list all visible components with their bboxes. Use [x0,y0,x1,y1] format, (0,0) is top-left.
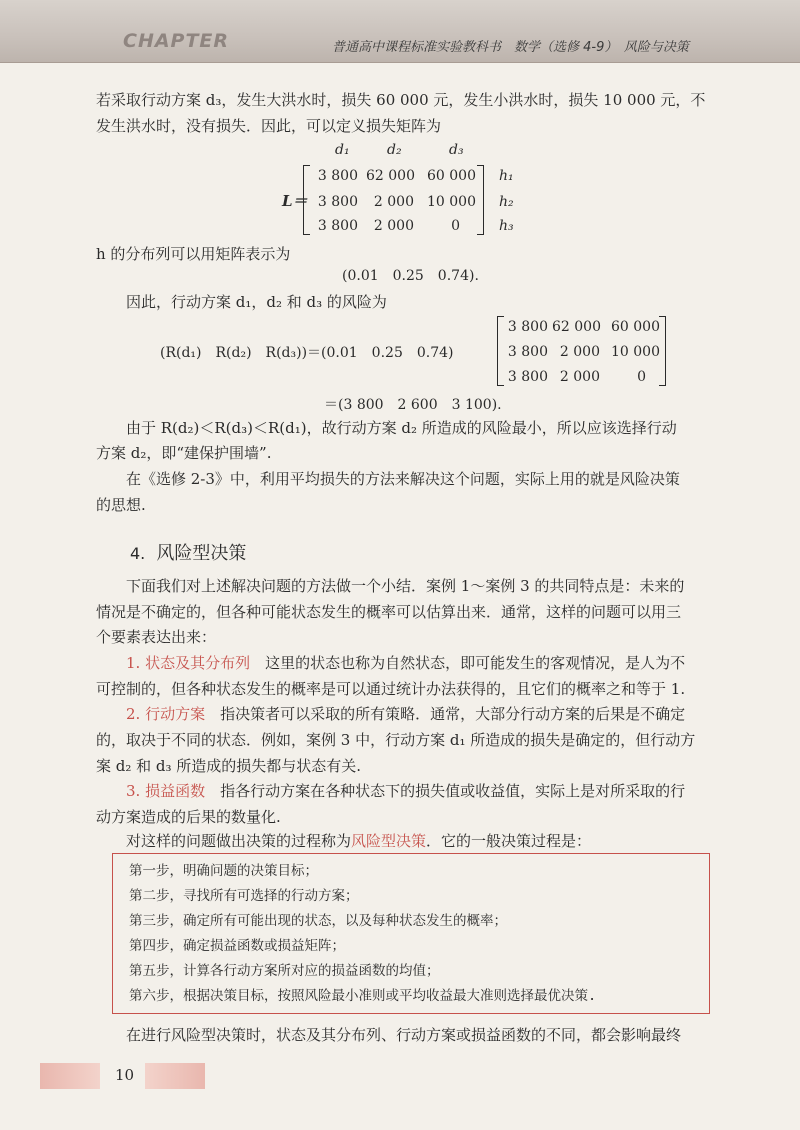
matrix-cell: 3 800 [507,369,548,385]
summary-line-1: 下面我们对上述解决问题的方法做一个小结．案例 1～案例 3 的共同特点是：未来的 [126,577,685,595]
element-action-line-2: 的，取决于不同的状态．例如，案例 3 中，行动方案 d₁ 所造成的损失是确定的，但行动方 [96,731,696,749]
matrix-cell: 2 000 [559,344,600,360]
footer-bar-right [145,1063,205,1089]
matrix-cell: 2 000 [559,369,600,385]
matrix-cell: 3 800 [507,319,548,335]
matrix-name: L＝ [282,192,308,210]
decision-intro: 对这样的问题做出决策的过程称为风险型决策．它的一般决策过程是： [126,832,592,850]
element-state-line-2: 可控制的，但各种状态发生的概率是可以通过统计办法获得的，且它们的概率之和等于 1. [96,680,686,698]
matrix-cell: 3 800 [317,194,358,210]
elective-note-line-1: 在《选修 2-3》中，利用平均损失的方法来解决这个问题，实际上用的就是风险决策 [126,470,680,488]
step-item: 第五步，计算各行动方案所对应的损益函数的均值； [129,963,440,979]
matrix-cell: 10 000 [611,344,660,360]
row-label: h₃ [499,218,514,234]
summary-line-3: 个要素表达出来： [96,628,217,646]
matrix-cell: 3 800 [317,218,358,234]
matrix-cell: 60 000 [611,319,660,335]
element-text: 指决策者可以采取的所有策略．通常，大部分行动方案的后果是不确定 [205,705,686,723]
section-title: 风险型决策 [156,543,247,564]
step-item: 第三步，确定所有可能出现的状态，以及每种状态发生的概率； [129,913,507,929]
matrix-cell: 2 000 [373,218,414,234]
matrix-bracket-right [659,316,666,386]
matrix-cell: 60 000 [427,168,476,184]
element-term: 2. 行动方案 [126,705,206,723]
section-number: 4. [130,544,146,563]
closing-line: 在进行风险型决策时，状态及其分布列、行动方案或损益函数的不同，都会影响最终 [126,1026,682,1044]
matrix-bracket-right [477,165,484,235]
book-title: 普通高中课程标准实验教科书 数学（选修 4-9） 风险与决策 [332,40,689,55]
element-action-line-3: 案 d₂ 和 d₃ 所造成的损失都与状态有关. [96,757,362,775]
row-label: h₂ [499,194,514,210]
element-action-line-1 [126,704,685,724]
elective-note-line-2: 的思想. [96,496,146,514]
col-label: d₂ [387,142,402,158]
element-text: 指各行动方案在各种状态下的损失值或收益值，实际上是对所采取的行 [205,782,686,800]
row-label: h₁ [499,168,514,184]
summary-line-2: 情况是不确定的，但各种可能状态发生的概率可以估算出来．通常，这样的问题可以用三 [96,603,682,621]
matrix-cell: 62 000 [366,168,415,184]
matrix-cell: 62 000 [552,319,601,335]
element-term: 1. 状态及其分布列 [126,654,251,672]
col-label: d₁ [335,142,350,158]
matrix-cell: 0 [451,218,460,234]
element-term: 3. 损益函数 [126,782,206,800]
step-item: 第四步，确定损益函数或损益矩阵； [129,938,345,954]
element-payoff-line-2: 动方案造成的后果的数量化. [96,808,281,826]
risk-result: ＝(3 800 2 600 3 100). [324,397,502,413]
element-text: 这里的状态也称为自然状态，即可能发生的客观情况，是人为不 [250,654,686,672]
risk-intro: 因此，行动方案 d₁，d₂ 和 d₃ 的风险为 [126,293,387,311]
step-item: 第六步，根据决策目标，按照风险最小准则或平均收益最大准则选择最优决策. [129,988,597,1004]
step-item: 第一步，明确问题的决策目标； [129,863,318,879]
matrix-bracket-left [303,165,310,235]
step-item: 第二步，寻找所有可选择的行动方案； [129,888,359,904]
intro-line-1: 若采取行动方案 d₃，发生大洪水时，损失 60 000 元，发生小洪水时，损失 10 000 元，不 [96,91,706,109]
distribution-intro: h 的分布列可以用矩阵表示为 [96,245,291,263]
intro-line-2: 发生洪水时，没有损失．因此，可以定义损失矩阵为 [96,117,442,135]
matrix-cell: 2 000 [373,194,414,210]
element-state-line-1 [126,653,685,673]
decision-term: 风险型决策 [351,832,427,850]
distribution-vector: (0.01 0.25 0.74). [342,268,479,284]
conclusion-line-2: 方案 d₂，即“建保护围墙”. [96,444,272,462]
section-heading [130,544,246,564]
element-payoff-line-1 [126,781,685,801]
page-number: 10 [115,1066,135,1084]
matrix-cell: 3 800 [317,168,358,184]
matrix-cell: 10 000 [427,194,476,210]
footer-bar-left [40,1063,100,1089]
matrix-cell: 0 [637,369,646,385]
risk-lhs: (R(d₁) R(d₂) R(d₃))＝(0.01 0.25 0.74) [160,345,454,361]
matrix-cell: 3 800 [507,344,548,360]
conclusion-line-1: 由于 R(d₂)＜R(d₃)＜R(d₁)，故行动方案 d₂ 所造成的风险最小，所以应该选择行动 [126,419,677,437]
decision-steps-box [112,853,710,1014]
col-label: d₃ [449,142,464,158]
chapter-logo: CHAPTER [123,30,230,52]
